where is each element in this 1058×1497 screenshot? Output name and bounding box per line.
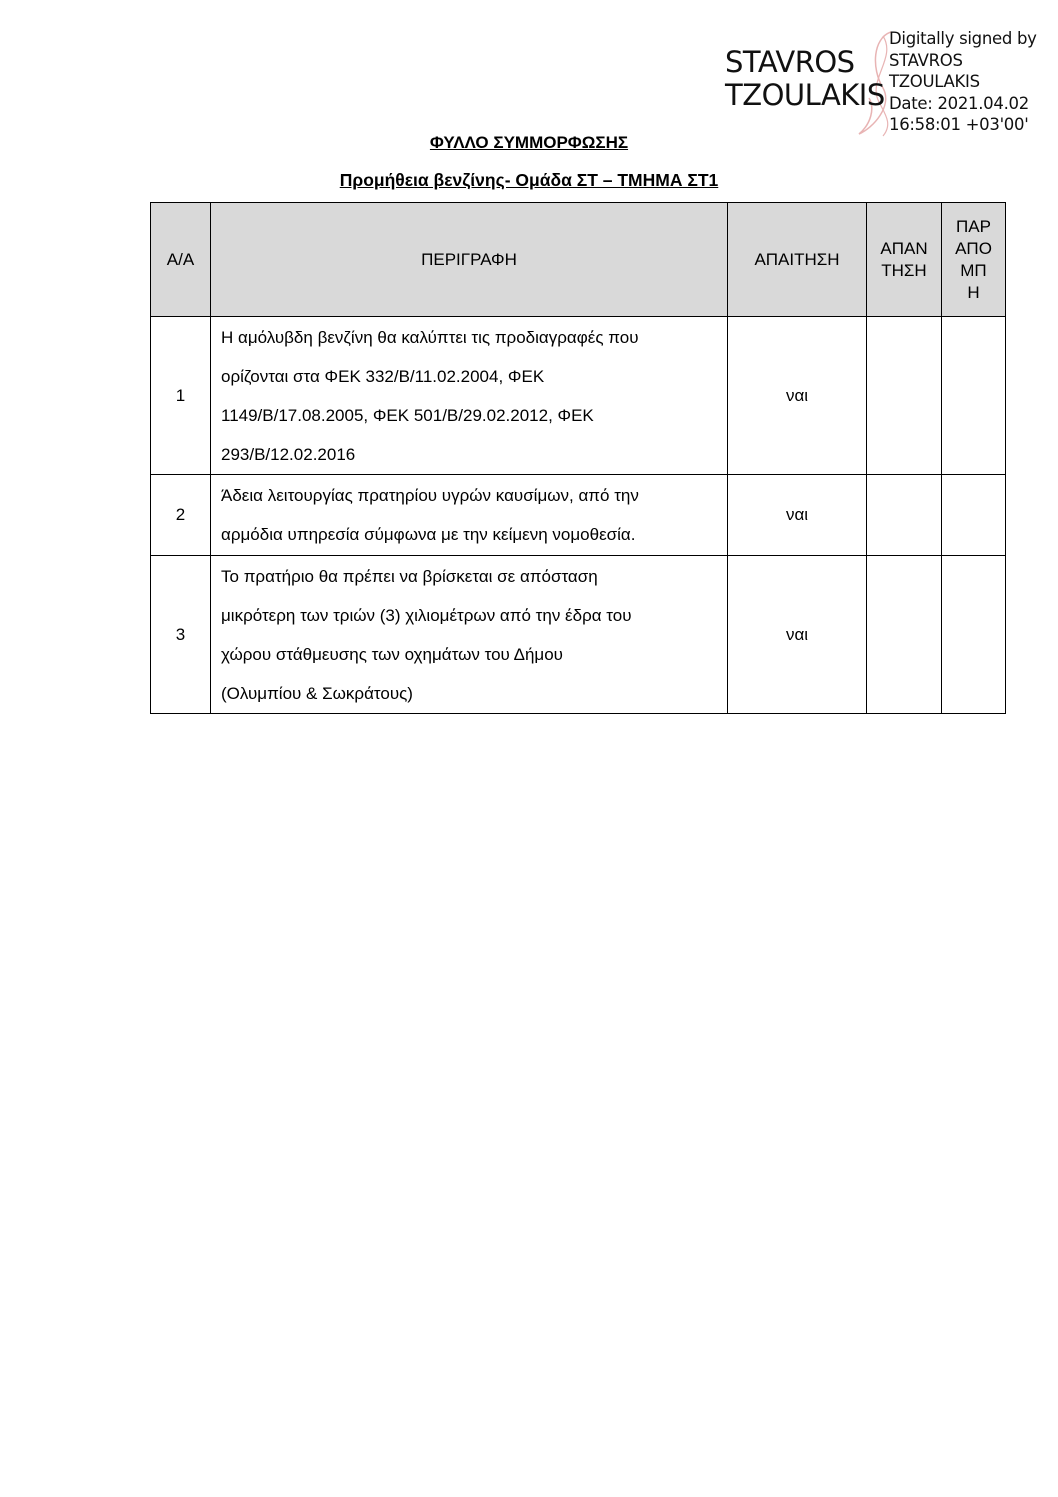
row-requirement: ναι: [728, 475, 867, 556]
header-answer-line: ΑΠΑΝ: [880, 238, 928, 258]
digital-signature: [725, 28, 1045, 140]
header-requirement: ΑΠΑΙΤΗΣΗ: [728, 203, 867, 317]
description-line: Άδεια λειτουργίας πρατηρίου υγρών καυσίμων, από την: [221, 486, 639, 505]
description-line: (Ολυμπίου & Σωκράτους): [221, 683, 413, 703]
signature-detail-line: Digitally signed by: [889, 29, 1037, 48]
description-line: 1149/Β/17.08.2005, ΦΕΚ 501/Β/29.02.2012, ΦΕΚ: [221, 405, 594, 425]
header-reference-line: ΠΑΡ: [956, 216, 991, 236]
compliance-table: [150, 202, 1006, 714]
description-line: χώρου στάθμευσης των οχημάτων του Δήμου: [221, 644, 563, 664]
document-subtitle: Προμήθεια βενζίνης- Ομάδα ΣΤ – ΤΜΗΜΑ ΣΤ1: [339, 170, 719, 190]
row-number: 2: [151, 475, 211, 556]
table-row: [151, 556, 1006, 714]
signature-detail-line: STAVROS: [889, 50, 963, 70]
description-line: αρμόδια υπηρεσία σύμφωνα με την κείμενη νομοθεσία.: [221, 525, 636, 544]
row-description: [211, 475, 728, 556]
row-requirement: ναι: [728, 317, 867, 475]
header-num: Α/Α: [151, 203, 211, 317]
signature-details: [889, 28, 1037, 136]
table-header-row: [151, 203, 1006, 317]
row-reference-cell[interactable]: [942, 317, 1006, 475]
description-line: 293/Β/12.02.2016: [221, 444, 356, 464]
description-line: Η αμόλυβδη βενζίνη θα καλύπτει τις προδιαγραφές που: [221, 327, 639, 347]
table-row: [151, 317, 1006, 475]
row-reference-cell[interactable]: [942, 475, 1006, 556]
description-line: μικρότερη των τριών (3) χιλιομέτρων από την έδρα του: [221, 605, 632, 625]
signer-name-line2: TZOULAKIS: [725, 78, 885, 112]
header-reference-line: Η: [967, 282, 980, 302]
signature-detail-line: 16:58:01 +03'00': [889, 115, 1029, 134]
signer-name: [725, 46, 885, 112]
row-number: 3: [151, 556, 211, 714]
row-reference-cell[interactable]: [942, 556, 1006, 714]
description-line: Το πρατήριο θα πρέπει να βρίσκεται σε απόσταση: [221, 566, 598, 586]
document-title: ΦΥΛΛΟ ΣΥΜΜΟΡΦΩΣΗΣ: [429, 133, 629, 152]
description-line: ορίζονται στα ΦΕΚ 332/Β/11.02.2004, ΦΕΚ: [221, 366, 545, 386]
header-answer-line: ΤΗΣΗ: [881, 260, 927, 280]
signer-name-line1: STAVROS: [725, 45, 855, 79]
signature-detail-line: TZOULAKIS: [889, 72, 980, 91]
row-number: 1: [151, 317, 211, 475]
header-reference: [942, 203, 1006, 317]
signature-detail-line: Date: 2021.04.02: [889, 93, 1029, 113]
row-description: [211, 317, 728, 475]
row-answer-cell[interactable]: [867, 556, 942, 714]
row-description: [211, 556, 728, 714]
header-reference-line: ΜΠ: [960, 260, 987, 280]
header-reference-line: ΑΠΟ: [955, 238, 992, 258]
row-answer-cell[interactable]: [867, 475, 942, 556]
header-answer: [867, 203, 942, 317]
row-requirement: ναι: [728, 556, 867, 714]
table-row: [151, 475, 1006, 556]
row-answer-cell[interactable]: [867, 317, 942, 475]
header-description: ΠΕΡΙΓΡΑΦΗ: [211, 203, 728, 317]
